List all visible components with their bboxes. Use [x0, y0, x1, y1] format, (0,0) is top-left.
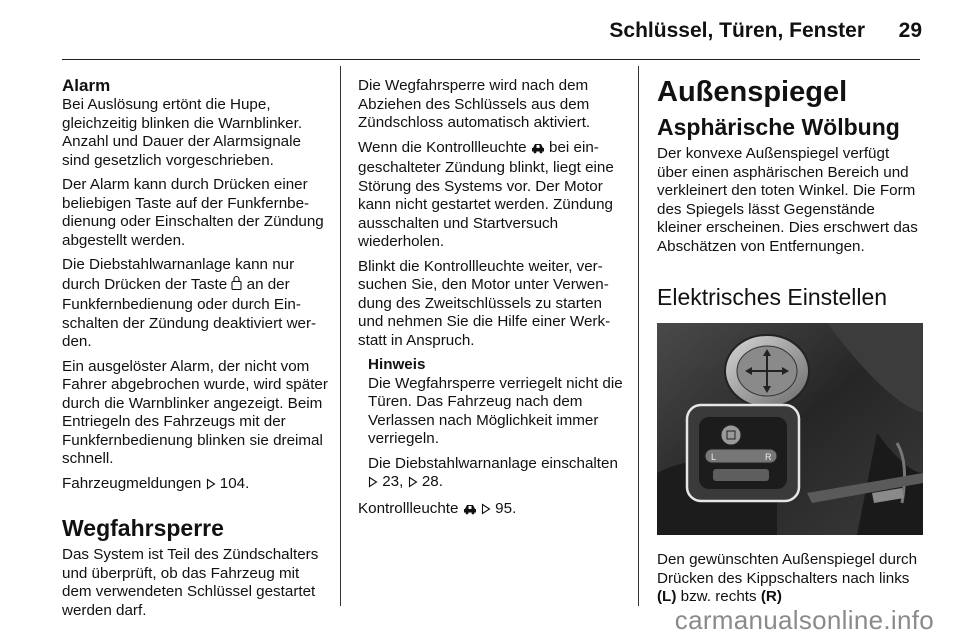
heading-alarm: Alarm	[62, 76, 111, 95]
column-left	[62, 76, 330, 626]
chapter-title: Schlüssel, Türen, Fenster	[609, 19, 865, 42]
column-divider-2	[638, 66, 639, 606]
alarm-paragraph-4: Ein ausgelöster Alarm, der nicht vom Fahrer abgebrochen wurde, wird später durch die Warnblinker angezeigt. Beim Entriegeln des Fahrzeugs mit der Funkfernbedienung blinken sie dreimal schnell.	[62, 357, 328, 467]
alarm-paragraph-1: Bei Auslösung ertönt die Hupe, gleichzeitig blinken die Warnblinker. Anzahl und Dauer der Alarmsignale sind gesetzlich vorgeschrieben.	[62, 96, 303, 169]
triangle-right-icon	[408, 475, 418, 494]
page-reference-link[interactable]: 95.	[495, 499, 517, 517]
immobilizer-warning-light-icon	[531, 141, 545, 160]
mirror-p2-text-a: Den gewünschten Außenspiegel durch Drücken des Kippschalters nach links	[657, 551, 918, 587]
immobilizer-paragraph-2	[358, 139, 626, 252]
page-number: 29	[898, 19, 922, 42]
immobilizer-p4-text: Kontrollleuchte	[358, 499, 463, 517]
immobilizer-warning-light-icon	[463, 502, 477, 521]
note-p2-text: Die Diebstahlwarnanlage einschalten	[368, 454, 618, 472]
mirror-paragraph-2	[657, 551, 923, 607]
note-paragraph-1: Die Wegfahrsperre verriegelt nicht die Türen. Das Fahrzeug nach dem Verlassen nach Möglichkeit immer verriegeln.	[368, 374, 623, 447]
header-rule	[62, 59, 920, 60]
alarm-p5-text: Fahrzeugmeldungen	[62, 474, 206, 492]
mirror-paragraph-1: Der konvexe Außenspiegel verfügt über einen asphärischen Bereich und verkleinert den toten Winkel. Die Form des Spiegels lässt Gegenstände kleiner erscheinen. Dies erschwert das Abschätzen von Entfernungen.	[657, 145, 918, 255]
heading-aussenspiegel: Außenspiegel	[657, 76, 848, 108]
svg-text:R: R	[765, 452, 772, 462]
column-right	[657, 76, 923, 613]
alarm-paragraph-2: Der Alarm kann durch Drücken einer beliebigen Taste auf der Funkfernbedienung oder Einschalten der Zündung abgestellt werden.	[62, 176, 324, 249]
mirror-p2-text-b: bzw. rechts	[676, 588, 761, 605]
heading-wegfahrsperre: Wegfahrsperre	[62, 515, 224, 541]
page-reference-link[interactable]: 23,	[382, 473, 408, 490]
alarm-p3-text-b: an der Funkfernbedienung oder durch Einschalten der Zündung deaktiviert werden.	[62, 275, 317, 350]
wegfahrsperre-paragraph-1: Das System ist Teil des Zündschalters und überprüft, ob das Fahrzeug mit dem verwendeten Schlüssel gestartet werden darf.	[62, 546, 319, 619]
note-box	[368, 356, 626, 494]
heading-asphaerische-woelbung: Asphärische Wölbung	[657, 114, 900, 140]
immobilizer-paragraph-1: Die Wegfahrsperre wird nach dem Abziehen des Schlüssels aus dem Zündschloss automatisch aktiviert.	[358, 77, 591, 131]
column-divider-1	[340, 66, 341, 606]
alarm-paragraph-3	[62, 256, 330, 352]
alarm-paragraph-5	[62, 475, 330, 496]
triangle-right-icon	[206, 477, 216, 496]
watermark: carmanualsonline.info	[674, 605, 934, 635]
page-header	[0, 0, 960, 60]
mirror-switch-photo	[657, 323, 923, 535]
remote-lock-button-icon	[231, 275, 242, 297]
label-left: (L)	[657, 588, 677, 605]
immobilizer-p2-text-a: Wenn die Kontrollleuchte	[358, 138, 531, 156]
note-paragraph-2	[368, 455, 626, 494]
mirror-switch-illustration	[657, 323, 923, 535]
note-title: Hinweis	[368, 356, 426, 373]
heading-elektrisches-einstellen: Elektrisches Einstellen	[657, 284, 888, 310]
immobilizer-paragraph-4	[358, 500, 626, 521]
alarm-p3-text-a: Die Diebstahlwarnanlage kann nur durch Drücken der Taste	[62, 256, 295, 293]
triangle-right-icon	[481, 502, 491, 521]
svg-text:L: L	[711, 452, 717, 462]
immobilizer-paragraph-3: Blinkt die Kontrollleuchte weiter, versuchen Sie, den Motor unter Verwendung des Zweitschlüssels zu starten und nehmen Sie die Hilfe einer Werkstatt in Anspruch.	[358, 257, 611, 349]
triangle-right-icon	[368, 475, 378, 494]
immobilizer-p2-text-b: bei eingeschalteter Zündung blinkt, liegt eine Störung des Systems vor. Der Motor kann nicht gestartet werden. Zündung ausschalten und Startversuch wiederholen.	[358, 138, 614, 250]
page-reference-link[interactable]: 28.	[421, 473, 443, 490]
page-reference-link[interactable]: 104.	[219, 474, 250, 492]
column-middle	[358, 77, 626, 526]
label-right: (R)	[760, 588, 782, 605]
